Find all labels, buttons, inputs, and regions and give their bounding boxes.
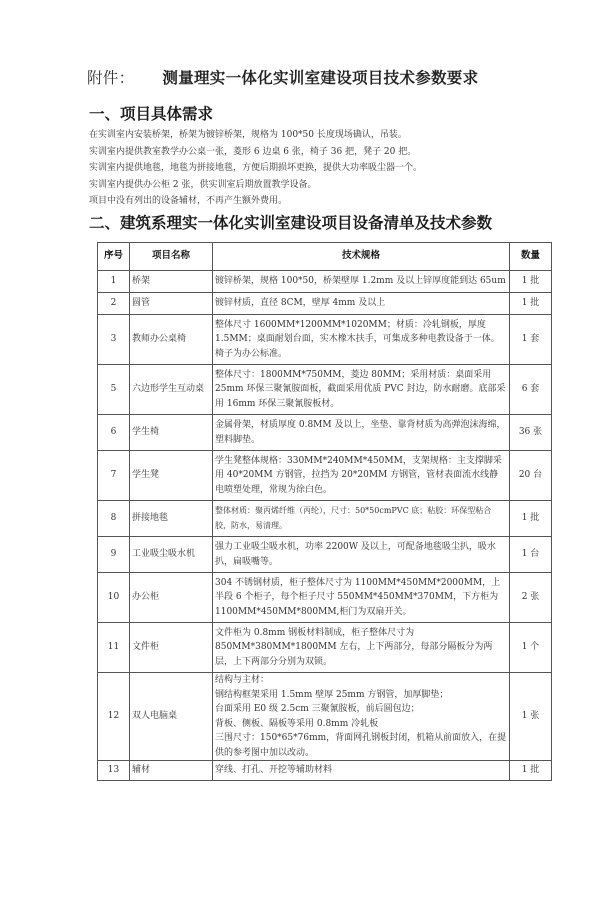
table-row <box>98 673 552 761</box>
item-quantity: 1 个 <box>510 623 552 673</box>
item-spec: 整体尺寸：1800MM*750MM，菱边 80MM；采用材质：桌面采用 25mm 环保三聚氰胺面板，截面采用优质 PVC 封边，防水耐磨。底部采用 16mm 环保三聚氰胺板材。 <box>213 365 510 415</box>
item-spec: 文件柜为 0.8mm 钢板材料制成，柜子整体尺寸为 850MM*380MM*1800MM 左右，上下两部分，每部分隔板分为两层，上下两部分分别为双锁。 <box>213 623 510 673</box>
requirements-paragraphs <box>89 127 422 210</box>
section1-heading: 一、项目具体需求 <box>89 105 214 123</box>
row-number: 9 <box>98 537 130 573</box>
title-text: 测量理实一体化实训室建设项目技术参数要求 <box>162 68 479 87</box>
item-name: 圆管 <box>130 293 213 315</box>
row-number: 10 <box>98 573 130 623</box>
item-spec <box>213 673 510 761</box>
table-row <box>98 293 552 315</box>
header-spec: 技术规格 <box>213 243 510 271</box>
item-quantity: 20 台 <box>510 451 552 501</box>
header-name: 项目名称 <box>130 243 213 271</box>
item-name: 拼接地毯 <box>130 501 213 537</box>
item-spec: 304 不锈钢材质，柜子整体尺寸为 1100MM*450MM*2000MM，上半段 6 个柜子，每个柜子尺寸 550MM*450MM*370MM，下方柜为 1100MM*450MM*800MM,柜门为双扇开关。 <box>213 573 510 623</box>
title-prefix: 附件： <box>87 69 135 87</box>
spec-line: 结构与主材： <box>215 675 270 685</box>
table-row <box>98 573 552 623</box>
table-row <box>98 537 552 573</box>
paragraph: 项目中没有列出的设备辅材，不再产生额外费用。 <box>89 196 288 206</box>
paragraph: 在实训室内安装桥架，桥架为镀锌桥架，规格为 100*50 长度现场确认，吊装。 <box>89 130 407 140</box>
item-quantity: 1 套 <box>510 315 552 365</box>
spec-line: 三围尺寸：150*65*76mm，背面网孔钢板封闭，机箱从前面放入，在提供的参考图中加以改动。 <box>215 733 507 758</box>
spec-line: 背板、侧板、隔板等采用 0.8mm 冷轧板 <box>215 718 379 729</box>
item-name: 办公柜 <box>130 573 213 623</box>
item-quantity: 1 批 <box>510 501 552 537</box>
table-row <box>98 501 552 537</box>
table-row <box>98 315 552 365</box>
row-number: 2 <box>98 293 130 315</box>
item-name: 双人电脑桌 <box>130 673 213 761</box>
paragraph: 实训室内提供地毯，地毯为拼接地毯，方便后期损坏更换，提供大功率吸尘器一个。 <box>89 163 423 173</box>
item-quantity: 1 批 <box>510 293 552 315</box>
section2-heading: 二、建筑系理实一体化实训室建设项目设备清单及技术参数 <box>89 214 493 232</box>
item-spec: 镀锌桥架，规格 100*50，桥架壁厚 1.2mm 及以上锌厚度能到达 65um <box>213 271 510 293</box>
item-name: 六边形学生互动桌 <box>130 365 213 415</box>
table-row <box>98 761 552 781</box>
item-name: 学生凳 <box>130 451 213 501</box>
row-number: 3 <box>98 315 130 365</box>
spec-line: 钢结构框架采用 1.5mm 壁厚 25mm 方钢管，加厚脚垫； <box>215 689 449 700</box>
item-spec: 整体材质：聚丙烯纤维（丙纶），尺寸：50*50cmPVC 底；粘胶：环保型粘合胶，防水，易清理。 <box>213 501 510 537</box>
item-spec: 镀锌材质，直径 8CM，壁厚 4mm 及以上 <box>213 293 510 315</box>
row-number: 12 <box>98 673 130 761</box>
paragraph: 实训室内提供教室教学办公桌一张，菱形 6 边桌 6 张，椅子 36 把，凳子 20 把。 <box>89 146 417 157</box>
item-spec: 学生凳整体规格：330MM*240MM*450MM，支架规格：主支撑脚采用 40*20MM 方钢管，拉挡为 20*20MM 方钢管，管材表面流水线静电喷塑处理，常规为徐白色。 <box>213 451 510 501</box>
item-name: 教师办公桌椅 <box>130 315 213 365</box>
header-qty: 数量 <box>510 243 552 271</box>
table-header-row <box>98 243 552 271</box>
row-number: 11 <box>98 623 130 673</box>
item-quantity: 6 套 <box>510 365 552 415</box>
item-spec: 穿线、打孔、开挖等辅助材料 <box>213 761 510 781</box>
item-name: 工业吸尘吸水机 <box>130 537 213 573</box>
paragraph: 实训室内提供办公柜 2 张，供实训室后期放置教学设备。 <box>89 179 317 190</box>
item-quantity: 1 张 <box>510 673 552 761</box>
item-quantity: 1 批 <box>510 761 552 781</box>
document-title <box>87 66 478 88</box>
row-number: 1 <box>98 271 130 293</box>
item-spec: 金属骨架，材质厚度 0.8MM 及以上，坐垫、靠背材质为高弹泡沫海绵，塑料脚垫。 <box>213 415 510 451</box>
item-name: 桥架 <box>130 271 213 293</box>
table-body <box>98 271 552 781</box>
item-name: 辅材 <box>130 761 213 781</box>
table-row <box>98 623 552 673</box>
row-number: 6 <box>98 415 130 451</box>
item-quantity: 1 台 <box>510 537 552 573</box>
item-spec: 强力工业吸尘吸水机，功率 2200W 及以上，可配备地毯吸尘扒，吸水扒，扁吸嘴等。 <box>213 537 510 573</box>
table-row <box>98 271 552 293</box>
table-row <box>98 451 552 501</box>
item-spec: 整体尺寸 1600MM*1200MM*1020MM；材质：冷轧钢板，厚度 1.5MM；桌面耐划台面，实木橡木扶手，可集成多种电教设备于一体。椅子为办公标准。 <box>213 315 510 365</box>
item-quantity: 2 张 <box>510 573 552 623</box>
table-row <box>98 365 552 415</box>
item-name: 学生椅 <box>130 415 213 451</box>
table-row <box>98 415 552 451</box>
spec-line: 台面采用 E0 级 2.5cm 三聚氰胺板，前后圆包边； <box>215 704 420 714</box>
header-no: 序号 <box>98 243 130 271</box>
item-quantity: 36 张 <box>510 415 552 451</box>
row-number: 13 <box>98 761 130 781</box>
item-name: 文件柜 <box>130 623 213 673</box>
row-number: 7 <box>98 451 130 501</box>
row-number: 8 <box>98 501 130 537</box>
row-number: 5 <box>98 365 130 415</box>
equipment-table <box>97 242 552 781</box>
item-quantity: 1 批 <box>510 271 552 293</box>
